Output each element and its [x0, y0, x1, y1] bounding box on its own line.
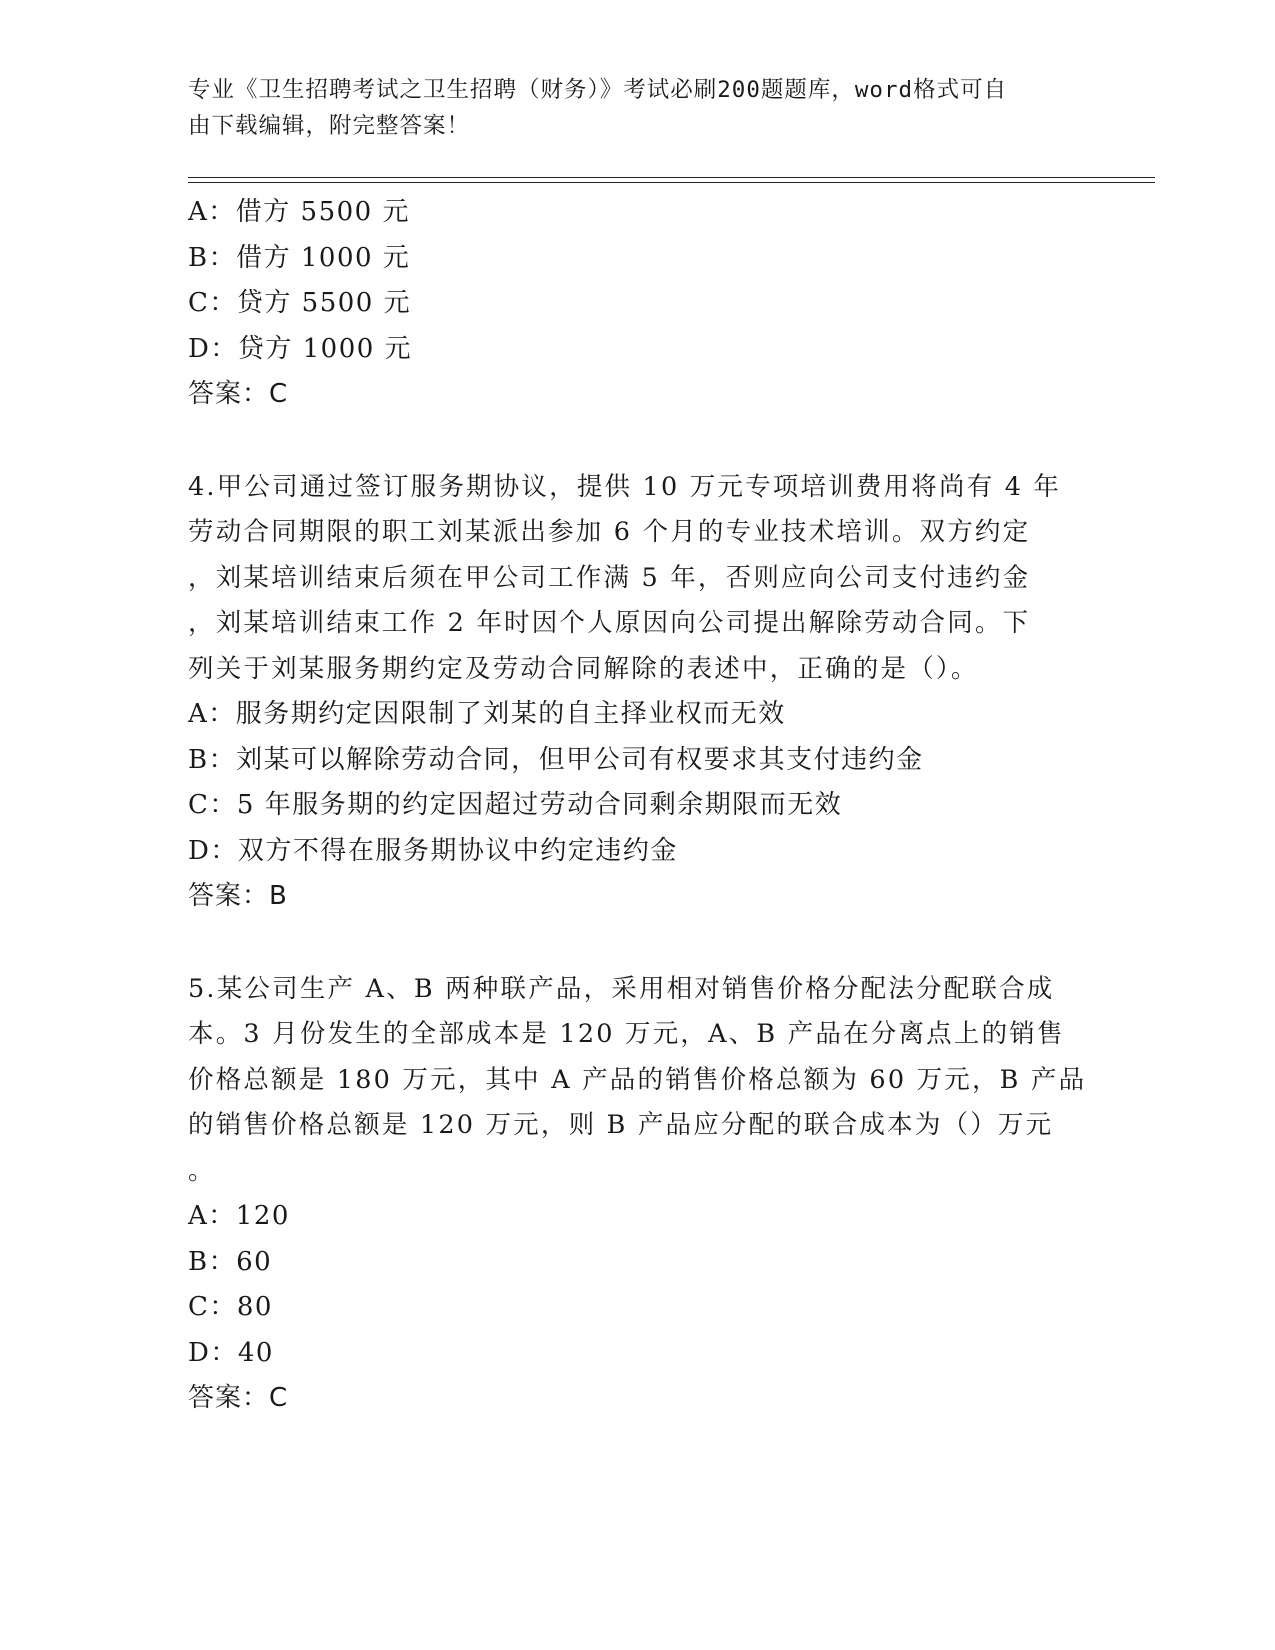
option-b: B：借方 1000 元 — [188, 242, 411, 273]
question-stem-line: 5.某公司生产 A、B 两种联产品，采用相对销售价格分配法分配联合成 — [188, 973, 1055, 1004]
header-rule-top — [188, 177, 1155, 178]
option-d: D：贷方 1000 元 — [188, 333, 413, 364]
question-3-tail — [188, 190, 1088, 418]
header-line-2: 由下载编辑，附完整答案！ — [188, 113, 471, 139]
option-d: D：双方不得在服务期协议中约定违约金 — [188, 835, 678, 866]
question-stem-line: 。 — [188, 1155, 216, 1186]
header-rule-bottom — [188, 182, 1155, 183]
option-b: B：刘某可以解除劳动合同，但甲公司有权要求其支付违约金 — [188, 744, 924, 775]
question-5 — [188, 967, 1088, 1422]
question-stem-line: 价格总额是 180 万元，其中 A 产品的销售价格总额为 60 万元，B 产品 — [188, 1064, 1087, 1095]
question-stem-line: ，刘某培训结束后须在甲公司工作满 5 年，否则应向公司支付违约金 — [188, 562, 1031, 593]
option-a: A：120 — [188, 1201, 290, 1231]
option-a: A：借方 5500 元 — [188, 197, 410, 227]
option-c: C：贷方 5500 元 — [188, 288, 412, 318]
document-header — [188, 72, 1068, 144]
option-c: C：80 — [188, 1292, 273, 1322]
option-d: D：40 — [188, 1337, 274, 1368]
question-stem-line: 劳动合同期限的职工刘某派出参加 6 个月的专业技术培训。双方约定 — [188, 517, 1031, 547]
question-stem-line: 4.甲公司通过签订服务期协议，提供 10 万元专项培训费用将尚有 4 年 — [188, 471, 1062, 502]
question-4 — [188, 465, 1088, 920]
option-b: B：60 — [188, 1246, 273, 1277]
question-stem-line: ，刘某培训结束工作 2 年时因个人原因向公司提出解除劳动合同。下 — [188, 608, 1031, 638]
document-body — [188, 190, 1088, 1422]
option-a: A：服务期约定因限制了刘某的自主择业权而无效 — [188, 699, 786, 729]
header-line-1: 专业《卫生招聘考试之卫生招聘（财务）》考试必刷200题题库，word格式可自 — [188, 77, 1008, 103]
question-stem-line: 列关于刘某服务期约定及劳动合同解除的表述中，正确的是（）。 — [188, 653, 979, 684]
answer-label: 答案：C — [188, 1383, 289, 1413]
option-c: C：5 年服务期的约定因超过劳动合同剩余期限而无效 — [188, 790, 843, 820]
question-stem-line: 的销售价格总额是 120 万元，则 B 产品应分配的联合成本为（）万元 — [188, 1110, 1054, 1140]
answer-label: 答案：C — [188, 379, 289, 409]
question-stem-line: 本。3 月份发生的全部成本是 120 万元，A、B 产品在分离点上的销售 — [188, 1019, 1065, 1049]
answer-label: 答案：B — [188, 881, 288, 911]
